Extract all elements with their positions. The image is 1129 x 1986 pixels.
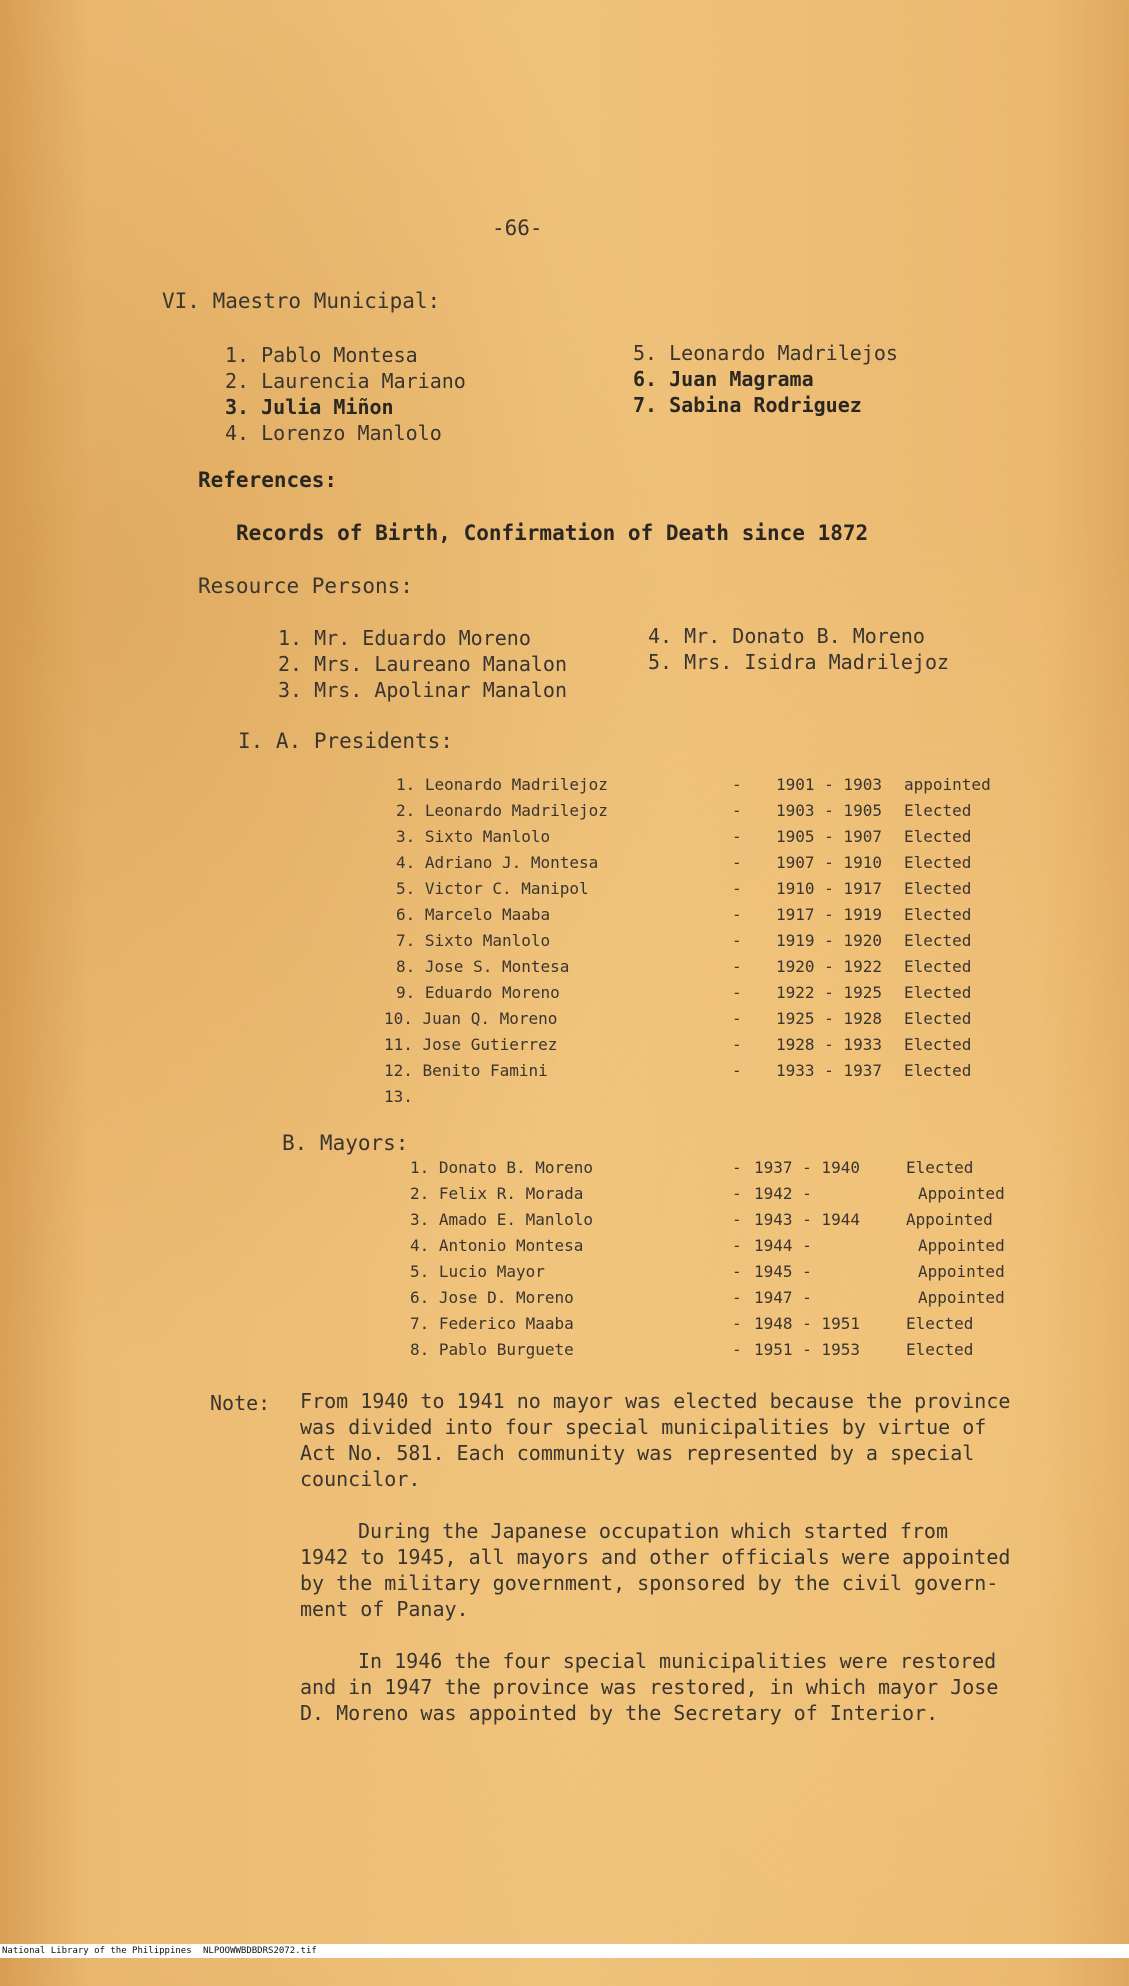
term-years: 1922 - 1925 — [776, 983, 882, 1002]
term-years: 1937 - 1940 — [754, 1158, 860, 1177]
table-row — [410, 1210, 1030, 1236]
dash: - — [732, 853, 742, 872]
mayor-name: 7. Federico Maaba — [410, 1314, 574, 1333]
term-status: Elected — [904, 931, 972, 950]
term-years: 1920 - 1922 — [776, 957, 882, 976]
dash: - — [732, 1288, 742, 1307]
term-years: 1901 - 1903 — [776, 775, 882, 794]
term-years: 1948 - 1951 — [754, 1314, 860, 1333]
term-years: 1933 - 1937 — [776, 1061, 882, 1080]
term-status: Elected — [904, 801, 972, 820]
term-status: Appointed — [918, 1288, 1005, 1307]
president-name: 5. Victor C. Manipol — [396, 879, 589, 898]
note-line: Act No. 581. Each community was represented by a special — [300, 1441, 975, 1465]
mayor-name: 8. Pablo Burguete — [410, 1340, 574, 1359]
paragraph-line: by the military government, sponsored by the civil govern- — [300, 1571, 999, 1595]
term-status: appointed — [904, 775, 991, 794]
president-name: 7. Sixto Manlolo — [396, 931, 551, 950]
note-line: councilor. — [300, 1467, 421, 1491]
president-name: 6. Marcelo Maaba — [396, 905, 551, 924]
dash: - — [732, 1035, 742, 1054]
dash: - — [732, 931, 742, 950]
paragraph-line: 1942 to 1945, all mayors and other officials were appointed — [300, 1545, 1011, 1569]
mayor-name: 3. Amado E. Manlolo — [410, 1210, 594, 1229]
table-row — [410, 1340, 1030, 1366]
term-status: Elected — [904, 1061, 972, 1080]
term-years: 1910 - 1917 — [776, 879, 882, 898]
term-status: Elected — [904, 853, 972, 872]
dash: - — [732, 1314, 742, 1333]
list-item: 5. Leonardo Madrilejos — [633, 341, 898, 365]
president-name: 11. Jose Gutierrez — [384, 1035, 558, 1054]
paragraph-line: ment of Panay. — [300, 1597, 469, 1621]
term-years: 1919 - 1920 — [776, 931, 882, 950]
list-item: 5. Mrs. Isidra Madrilejoz — [648, 650, 950, 674]
term-years: 1945 - — [754, 1262, 812, 1281]
table-row — [410, 1314, 1030, 1340]
mayor-name: 4. Antonio Montesa — [410, 1236, 584, 1255]
dash: - — [732, 1236, 742, 1255]
president-name: 3. Sixto Manlolo — [396, 827, 551, 846]
table-row — [396, 931, 1016, 957]
term-status: Elected — [904, 1009, 972, 1028]
term-status: Appointed — [906, 1210, 993, 1229]
list-item: 4. Mr. Donato B. Moreno — [648, 624, 925, 648]
scan-footer — [0, 1944, 1129, 1958]
table-row — [396, 905, 1016, 931]
dash: - — [732, 801, 742, 820]
note-label: Note: — [210, 1391, 271, 1415]
dash: - — [732, 1061, 742, 1080]
footer-library: National Library of the Philippines — [2, 1946, 192, 1956]
resource-persons-label: Resource Persons: — [198, 574, 413, 598]
list-item: 3. Mrs. Apolinar Manalon — [278, 678, 567, 702]
term-status: Appointed — [918, 1236, 1005, 1255]
dash: - — [732, 827, 742, 846]
dash: - — [732, 1009, 742, 1028]
table-row — [410, 1158, 1030, 1184]
paragraph-line: D. Moreno was appointed by the Secretary of Interior. — [300, 1701, 939, 1725]
term-years: 1903 - 1905 — [776, 801, 882, 820]
president-name: 9. Eduardo Moreno — [396, 983, 560, 1002]
paragraph-line: and in 1947 the province was restored, in which mayor Jose — [300, 1675, 999, 1699]
term-status: Appointed — [918, 1184, 1005, 1203]
dash: - — [732, 1158, 742, 1177]
dash: - — [732, 905, 742, 924]
term-status: Elected — [904, 957, 972, 976]
term-years: 1907 - 1910 — [776, 853, 882, 872]
references-label: References: — [198, 468, 338, 492]
list-item: 1. Mr. Eduardo Moreno — [278, 626, 531, 650]
dash: - — [732, 957, 742, 976]
dash: - — [732, 775, 742, 794]
mayor-name: 1. Donato B. Moreno — [410, 1158, 594, 1177]
references-text: Records of Birth, Confirmation of Death since 1872 — [236, 521, 869, 545]
list-item: 1. Pablo Montesa — [225, 343, 418, 367]
table-row — [396, 801, 1016, 827]
section-title-maestro-municipal: VI. Maestro Municipal: — [162, 289, 441, 313]
term-years: 1928 - 1933 — [776, 1035, 882, 1054]
note-line: From 1940 to 1941 no mayor was elected because the province — [300, 1389, 1011, 1413]
mayor-name: 6. Jose D. Moreno — [410, 1288, 574, 1307]
term-years: 1917 - 1919 — [776, 905, 882, 924]
table-row — [384, 1009, 1016, 1035]
table-row — [384, 1087, 1016, 1113]
term-years: 1947 - — [754, 1288, 812, 1307]
page-number: -66- — [492, 216, 543, 240]
dash: - — [732, 983, 742, 1002]
table-row — [396, 879, 1016, 905]
term-years: 1951 - 1953 — [754, 1340, 860, 1359]
term-status: Elected — [906, 1314, 974, 1333]
term-years: 1905 - 1907 — [776, 827, 882, 846]
dash: - — [732, 1262, 742, 1281]
list-item: 2. Mrs. Laureano Manalon — [278, 652, 567, 676]
paragraph-line: In 1946 the four special municipalities were restored — [358, 1649, 997, 1673]
list-item: 6. Juan Magrama — [633, 367, 814, 391]
mayors-label: B. Mayors: — [282, 1131, 409, 1155]
president-name: 1. Leonardo Madrilejoz — [396, 775, 608, 794]
mayor-name: 2. Felix R. Morada — [410, 1184, 584, 1203]
presidents-table — [384, 775, 1036, 1115]
president-name: 2. Leonardo Madrilejoz — [396, 801, 608, 820]
list-item: 2. Laurencia Mariano — [225, 369, 466, 393]
president-name: 13. — [384, 1087, 413, 1106]
term-status: Elected — [904, 1035, 972, 1054]
dash: - — [732, 1210, 742, 1229]
table-row — [410, 1184, 1030, 1210]
dash: - — [732, 879, 742, 898]
dash: - — [732, 1340, 742, 1359]
table-row — [396, 853, 1016, 879]
footer-filename: NLPOOWWBDBDRS2072.tif — [203, 1946, 317, 1956]
term-years: 1944 - — [754, 1236, 812, 1255]
term-years: 1942 - — [754, 1184, 812, 1203]
table-row — [396, 957, 1016, 983]
term-status: Elected — [906, 1158, 974, 1177]
dash: - — [732, 1184, 742, 1203]
table-row — [384, 1061, 1016, 1087]
table-row — [410, 1288, 1030, 1314]
term-status: Elected — [904, 827, 972, 846]
term-status: Elected — [904, 983, 972, 1002]
table-row — [410, 1236, 1030, 1262]
term-status: Elected — [904, 905, 972, 924]
note-line: was divided into four special municipalities by virtue of — [300, 1415, 987, 1439]
table-row — [410, 1262, 1030, 1288]
president-name: 12. Benito Famini — [384, 1061, 548, 1080]
table-row — [396, 775, 1016, 801]
term-status: Elected — [906, 1340, 974, 1359]
president-name: 4. Adriano J. Montesa — [396, 853, 599, 872]
table-row — [396, 827, 1016, 853]
table-row — [384, 1035, 1016, 1061]
presidents-label: I. A. Presidents: — [238, 729, 453, 753]
term-years: 1943 - 1944 — [754, 1210, 860, 1229]
mayors-table — [410, 1158, 1030, 1368]
paragraph-line: During the Japanese occupation which started from — [358, 1519, 949, 1543]
president-name: 10. Juan Q. Moreno — [384, 1009, 558, 1028]
term-years: 1925 - 1928 — [776, 1009, 882, 1028]
mayor-name: 5. Lucio Mayor — [410, 1262, 545, 1281]
list-item: 7. Sabina Rodriguez — [633, 393, 862, 417]
list-item: 3. Julia Miñon — [225, 395, 394, 419]
president-name: 8. Jose S. Montesa — [396, 957, 570, 976]
table-row — [396, 983, 1016, 1009]
term-status: Appointed — [918, 1262, 1005, 1281]
list-item: 4. Lorenzo Manlolo — [225, 421, 442, 445]
term-status: Elected — [904, 879, 972, 898]
